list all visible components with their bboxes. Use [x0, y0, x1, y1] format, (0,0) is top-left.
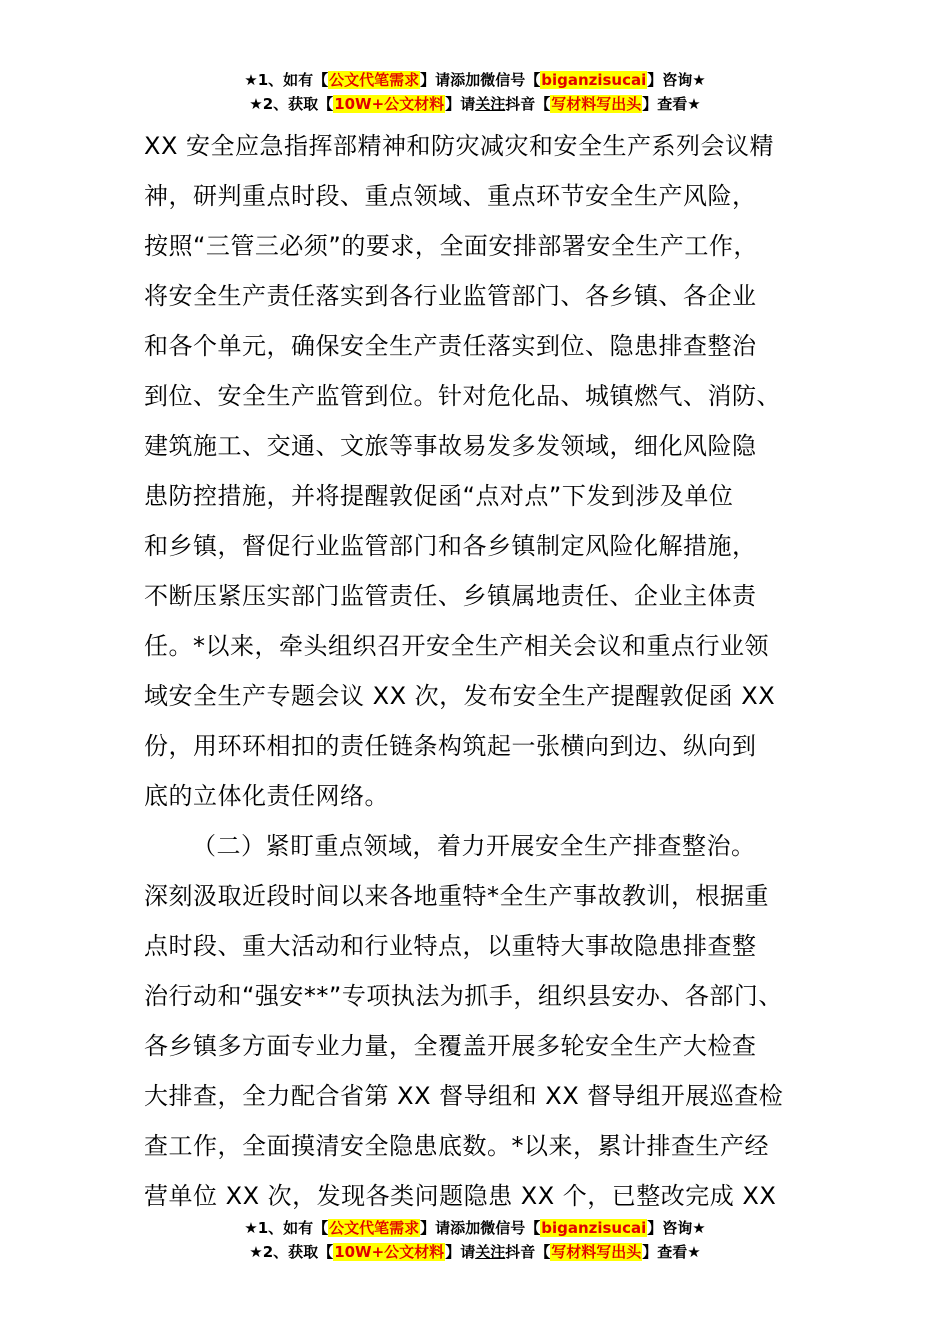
banner-text: 加	[465, 71, 481, 89]
banner-text: 】请添	[420, 71, 466, 89]
body-line: 患防控措施，并将提醒敦促函“点对点”下发到涉及单位	[144, 482, 734, 510]
highlight-text: 10W+公文材料	[334, 1243, 445, 1261]
banner-line-1	[0, 1216, 950, 1240]
highlight-text: biganzisucai	[541, 1219, 647, 1237]
banner-text: 】查看★	[642, 95, 701, 113]
banner-text: 关注	[475, 95, 506, 113]
banner-text: 抖音【	[505, 1243, 551, 1261]
section-heading: （二）紧盯重点领域，着力开展安全生产排查整治。	[192, 832, 756, 860]
body-line: 营单位 XX 次，发现各类问题隐患 XX 个，已整改完成 XX	[144, 1182, 777, 1210]
highlight-text: 写材料写出头	[551, 95, 642, 113]
banner-text: 关注	[475, 1243, 506, 1261]
banner-text: 微信号【	[480, 71, 541, 89]
body-line: 治行动和“强安**”专项执法为抓手，组织县安办、各部门、	[144, 982, 783, 1010]
body-line: 到位、安全生产监管到位。针对危化品、城镇燃气、消防、	[144, 382, 781, 410]
body-line: 任。*以来，牵头组织召开安全生产相关会议和重点行业领	[144, 632, 769, 660]
banner-line-2	[0, 1240, 950, 1264]
body-line: XX 安全应急指挥部精神和防灾减灾和安全生产系列会议精	[144, 132, 775, 160]
body-line: 深刻汲取近段时间以来各地重特*全生产事故教训，根据重	[144, 882, 769, 910]
body-line: 底的立体化责任网络。	[144, 782, 389, 810]
body-line: 不断压紧压实部门监管责任、乡镇属地责任、企业主体责	[144, 582, 757, 610]
banner-text: 微信号【	[480, 1219, 541, 1237]
banner-text: 】请	[445, 95, 476, 113]
highlight-text: 公文代笔需求	[329, 1219, 420, 1237]
body-line: 和各个单元，确保安全生产责任落实到位、隐患排查整治	[144, 332, 757, 360]
body-line: 建筑施工、交通、文旅等事故易发多发领域，细化风险隐	[144, 432, 757, 460]
banner-text: 】查看★	[642, 1243, 701, 1261]
top-banner	[0, 68, 950, 116]
banner-text: 】请	[445, 1243, 476, 1261]
highlight-text: 公文代笔需求	[329, 71, 420, 89]
banner-text: 】咨询★	[647, 1219, 706, 1237]
highlight-text: 10W+公文材料	[334, 95, 445, 113]
body-line: 神，研判重点时段、重点领域、重点环节安全生产风险，	[144, 182, 757, 210]
body-line: 按照“三管三必须”的要求，全面安排部署安全生产工作，	[144, 232, 758, 260]
banner-line-2	[0, 92, 950, 116]
highlight-text: 写材料写出头	[551, 1243, 642, 1261]
body-line: 份，用环环相扣的责任链条构筑起一张横向到边、纵向到	[144, 732, 757, 760]
banner-line-1	[0, 68, 950, 92]
banner-text: 抖音【	[505, 95, 551, 113]
body-line: 点时段、重大活动和行业特点，以重特大事故隐患排查整	[144, 932, 757, 960]
banner-text: 】请添	[420, 1219, 466, 1237]
body-line: 和乡镇，督促行业监管部门和各乡镇制定风险化解措施，	[144, 532, 757, 560]
banner-text: 】咨询★	[647, 71, 706, 89]
document-body	[144, 121, 824, 1221]
body-line: 大排查，全力配合省第 XX 督导组和 XX 督导组开展巡查检	[144, 1082, 784, 1110]
highlight-text: biganzisucai	[541, 71, 647, 89]
banner-text: ★2、获取【	[249, 1243, 334, 1261]
banner-text: ★1、如有【	[244, 1219, 329, 1237]
body-line: 将安全生产责任落实到各行业监管部门、各乡镇、各企业	[144, 282, 757, 310]
banner-text: ★1、如有【	[244, 71, 329, 89]
banner-text: 加	[465, 1219, 481, 1237]
banner-text: ★2、获取【	[249, 95, 334, 113]
bottom-banner	[0, 1216, 950, 1264]
body-line: 各乡镇多方面专业力量，全覆盖开展多轮安全生产大检查	[144, 1032, 757, 1060]
body-line: 域安全生产专题会议 XX 次，发布安全生产提醒敦促函 XX	[144, 682, 776, 710]
body-line: 查工作，全面摸清安全隐患底数。*以来，累计排查生产经	[144, 1132, 769, 1160]
